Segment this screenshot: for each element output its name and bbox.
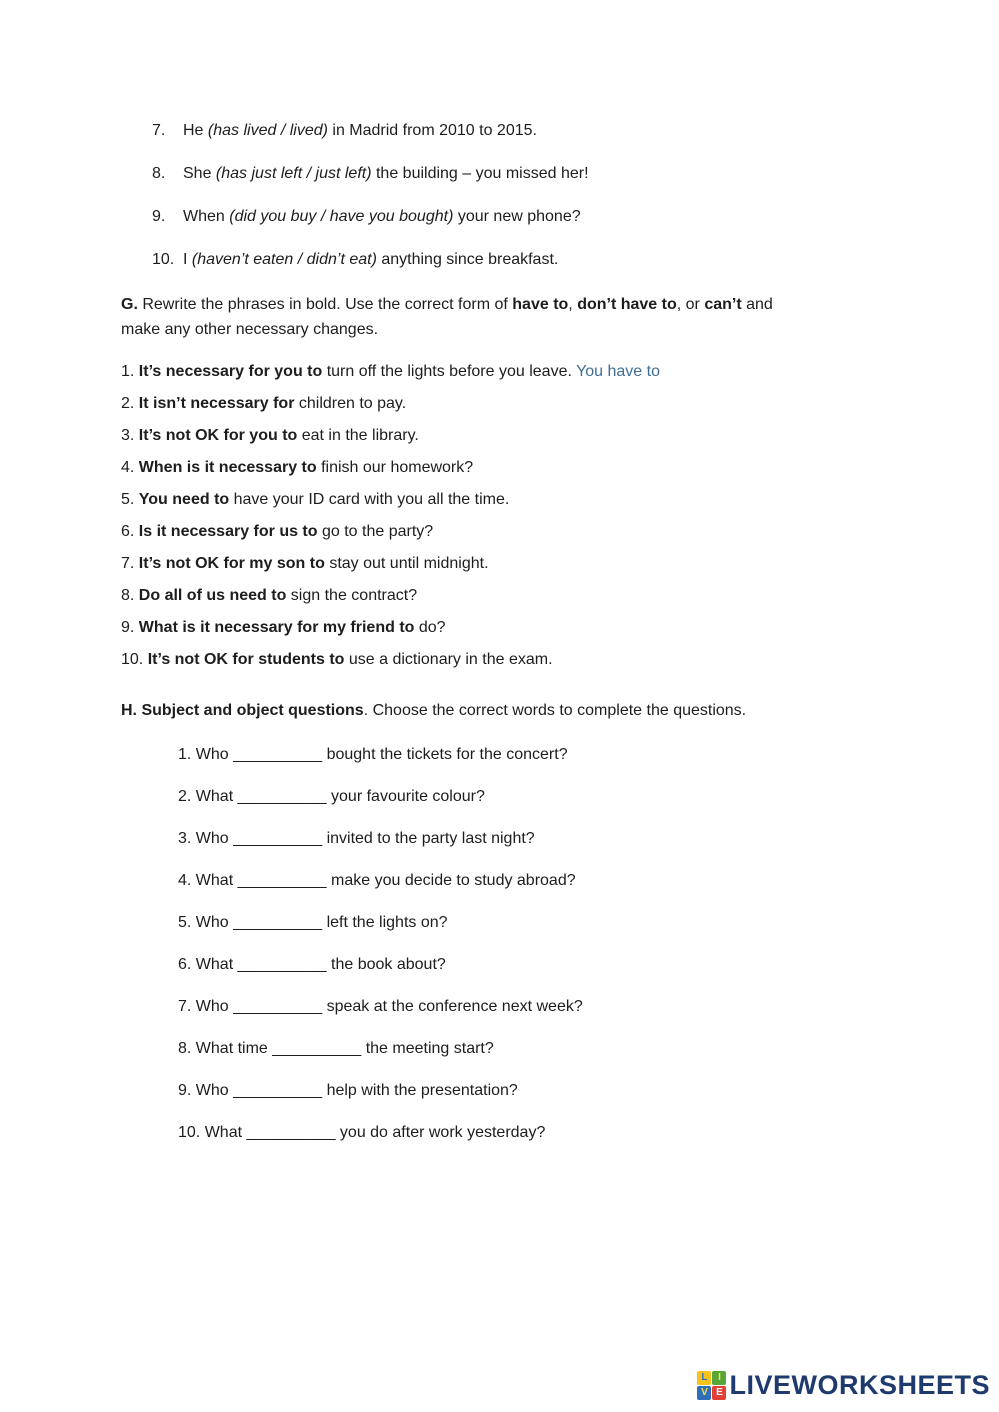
bold-phrase: It’s not OK for my son to [138, 555, 325, 572]
item-number: 9. [121, 619, 139, 636]
heading-bold: have to [512, 296, 569, 313]
item-text-post: bought the tickets for the concert? [322, 746, 568, 763]
item-number: 5. [178, 914, 196, 931]
item-number: 5. [121, 491, 139, 508]
g-item-10 [121, 649, 881, 671]
item-text-pre: What time [195, 1040, 273, 1057]
item-text-pre: When [183, 208, 230, 225]
item-text-post: make you decide to study abroad? [326, 872, 576, 889]
answer-blank[interactable]: __________ [272, 1040, 362, 1057]
item-number: 10. [121, 651, 148, 668]
item-text: do? [414, 619, 446, 636]
h-item-4 [178, 870, 881, 892]
item-text-pre: What [195, 956, 238, 973]
item-text: finish our homework? [316, 459, 474, 476]
answer-blank[interactable]: __________ [233, 1082, 323, 1099]
answer-blank[interactable]: __________ [233, 746, 323, 763]
item-number: 8. [178, 1040, 196, 1057]
f-item-8 [152, 163, 881, 185]
item-text: sign the contract? [286, 587, 418, 604]
bold-phrase: It isn’t necessary for [138, 395, 295, 412]
bold-phrase: Do all of us need to [138, 587, 287, 604]
item-text-post: the book about? [326, 956, 446, 973]
bold-phrase: What is it necessary for my friend to [138, 619, 415, 636]
item-text-pre: Who [195, 1082, 234, 1099]
exercise-h-heading [121, 700, 881, 722]
f-item-7 [152, 120, 881, 142]
heading-text: , [568, 296, 578, 313]
item-number: 1. [178, 746, 196, 763]
g-item-2 [121, 393, 881, 415]
item-text-post: invited to the party last night? [322, 830, 535, 847]
item-number: 8. [121, 587, 139, 604]
item-text-pre: Who [195, 830, 234, 847]
answer-blank[interactable]: __________ [233, 998, 323, 1015]
item-number: 2. [121, 395, 139, 412]
item-number: 10. [152, 251, 175, 268]
item-text: have your ID card with you all the time. [229, 491, 510, 508]
g-item-3 [121, 425, 881, 447]
bold-phrase: It’s necessary for you to [138, 363, 323, 380]
exercise-g-list [121, 361, 881, 671]
bold-phrase: It’s not OK for you to [138, 427, 298, 444]
heading-text: Rewrite the phrases in bold. Use the correct form of [137, 296, 513, 313]
item-number: 10. [178, 1124, 205, 1141]
logo-tile-l: L [697, 1371, 711, 1385]
g-item-6 [121, 521, 881, 543]
answer-blank[interactable]: __________ [246, 1124, 336, 1141]
brand-wordmark: LIVEWORKSHEETS [729, 1370, 990, 1400]
bold-phrase: You need to [138, 491, 230, 508]
h-item-9 [178, 1080, 881, 1102]
item-text-post: the building – you missed her! [371, 165, 589, 182]
heading-text: make any other necessary changes. [121, 321, 379, 338]
item-text-post: left the lights on? [322, 914, 448, 931]
heading-bold: don’t have to [577, 296, 677, 313]
h-item-10 [178, 1122, 881, 1144]
item-text-post: you do after work yesterday? [335, 1124, 546, 1141]
student-answer[interactable]: You have to [576, 363, 660, 380]
item-number: 1. [121, 363, 139, 380]
h-item-3 [178, 828, 881, 850]
item-number: 9. [152, 208, 166, 225]
item-text-pre: Who [195, 914, 234, 931]
item-number: 4. [178, 872, 196, 889]
item-text-post: the meeting start? [361, 1040, 494, 1057]
logo-tile-e: E [712, 1386, 726, 1400]
item-number: 3. [178, 830, 196, 847]
item-text-post: help with the presentation? [322, 1082, 518, 1099]
item-text-pre: Who [195, 746, 234, 763]
verb-choice[interactable]: (haven’t eaten / didn’t eat) [191, 251, 377, 268]
answer-blank[interactable]: __________ [233, 830, 323, 847]
bold-phrase: It’s not OK for students to [147, 651, 345, 668]
liveworksheets-tiles-icon [697, 1371, 726, 1400]
h-item-5 [178, 912, 881, 934]
heading-text: and [741, 296, 773, 313]
item-number: 7. [178, 998, 196, 1015]
item-text: eat in the library. [297, 427, 419, 444]
answer-blank[interactable]: __________ [237, 872, 327, 889]
item-text-post: anything since breakfast. [376, 251, 559, 268]
answer-blank[interactable]: __________ [237, 956, 327, 973]
item-text: use a dictionary in the exam. [344, 651, 553, 668]
g-item-1 [121, 361, 881, 383]
item-number: 7. [121, 555, 139, 572]
exercise-h-list [121, 744, 881, 1144]
heading-text: . Choose the correct words to complete the questions. [363, 702, 747, 719]
item-text: turn off the lights before you leave. [322, 363, 577, 380]
g-item-9 [121, 617, 881, 639]
item-text-pre: I [183, 251, 192, 268]
heading-bold: can’t [704, 296, 742, 313]
logo-tile-i: I [712, 1371, 726, 1385]
section-letter: G. [121, 296, 138, 313]
item-text: go to the party? [317, 523, 434, 540]
item-number: 7. [152, 122, 166, 139]
bold-phrase: Is it necessary for us to [138, 523, 318, 540]
item-number: 8. [152, 165, 166, 182]
f-item-10 [152, 249, 881, 271]
h-item-1 [178, 744, 881, 766]
g-item-5 [121, 489, 881, 511]
h-item-8 [178, 1038, 881, 1060]
item-number: 6. [121, 523, 139, 540]
verb-choice[interactable]: (has just left / just left) [215, 165, 372, 182]
item-text-post: your favourite colour? [326, 788, 485, 805]
item-text: stay out until midnight. [324, 555, 489, 572]
g-item-7 [121, 553, 881, 575]
item-text: children to pay. [294, 395, 407, 412]
g-item-8 [121, 585, 881, 607]
item-text-pre: What [204, 1124, 247, 1141]
item-number: 4. [121, 459, 139, 476]
h-item-7 [178, 996, 881, 1018]
answer-blank[interactable]: __________ [237, 788, 327, 805]
answer-blank[interactable]: __________ [233, 914, 323, 931]
heading-text: , or [676, 296, 705, 313]
item-number: 6. [178, 956, 196, 973]
logo-tile-v: V [697, 1386, 711, 1400]
f-item-9 [152, 206, 881, 228]
item-number: 9. [178, 1082, 196, 1099]
item-text-pre: He [183, 122, 208, 139]
item-number: 3. [121, 427, 139, 444]
heading-bold: H. Subject and object questions [121, 702, 364, 719]
bold-phrase: When is it necessary to [138, 459, 317, 476]
verb-choice[interactable]: (has lived / lived) [207, 122, 328, 139]
item-number: 2. [178, 788, 196, 805]
item-text-pre: What [195, 872, 238, 889]
h-item-2 [178, 786, 881, 808]
item-text-post: in Madrid from 2010 to 2015. [327, 122, 537, 139]
h-item-6 [178, 954, 881, 976]
item-text-pre: She [183, 165, 216, 182]
g-item-4 [121, 457, 881, 479]
item-text-post: speak at the conference next week? [322, 998, 583, 1015]
exercise-g-heading [121, 292, 881, 342]
item-text-post: your new phone? [453, 208, 581, 225]
verb-choice[interactable]: (did you buy / have you bought) [229, 208, 454, 225]
item-text-pre: What [195, 788, 238, 805]
item-text-pre: Who [195, 998, 234, 1015]
liveworksheets-logo[interactable] [697, 1371, 990, 1400]
